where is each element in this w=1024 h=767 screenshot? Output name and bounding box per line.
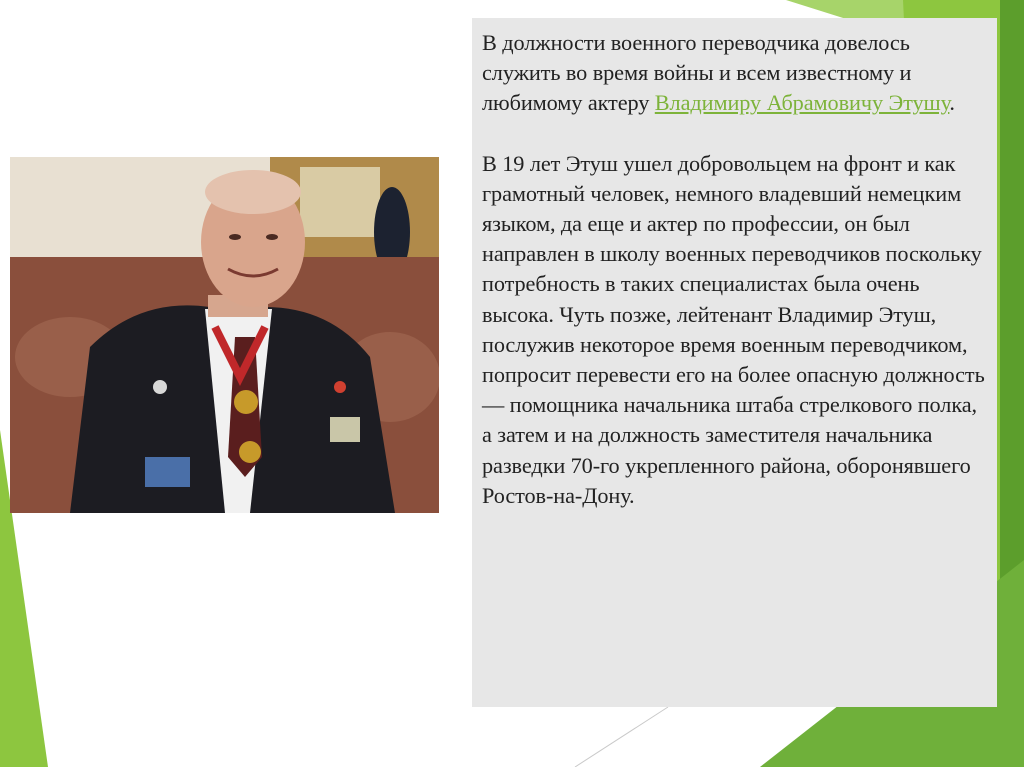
actor-name-link[interactable]: Владимиру Абрамовичу Этушу <box>654 90 950 116</box>
portrait-photo <box>10 157 439 513</box>
paragraph-biography: В 19 лет Этуш ушел добровольцем на фронт и как грамотный человек, немного владевший немецким языком, да еще и актер по профессии, он был направлен в школу военных переводчиков поскольку потребность в таких специалистах была очень высока. Чуть позже, лейтенант Владимир Этуш, послужив некоторое время военным переводчиком, попросит перевести его на более опасную должность — помощника начальника штаба стрелкового полка, а затем и на должность заместителя начальника разведки 70-го укрепленного района, оборонявшего Ростов-на-Дону. <box>482 150 985 508</box>
paragraph-intro-end: . <box>949 90 955 116</box>
paragraph-intro-text: В должности военного переводчика довелось служить во время войны и всем известному и любимому актеру <box>482 30 912 116</box>
paragraph-intro <box>482 28 987 119</box>
text-box <box>472 18 997 707</box>
